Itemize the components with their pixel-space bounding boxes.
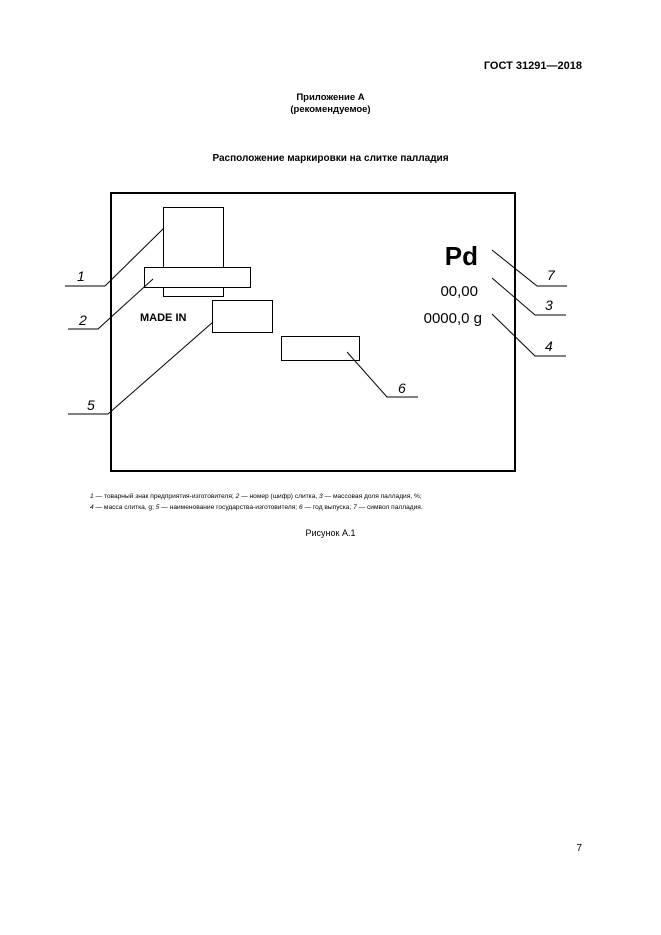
callout-6: 6 [398,380,406,396]
legend-number: 7 [353,504,357,511]
callout-7: 7 [547,267,555,283]
legend-line [90,491,590,502]
ingot-outline [111,193,515,471]
ingot-number-box [145,268,251,288]
standard-number: ГОСТ 31291—2018 [483,60,582,72]
figure-caption: Рисунок А.1 [305,528,356,538]
legend-text: — товарный знак предприятия-изготовителя; [93,493,236,500]
legend-text: — масса слитка, g; [93,504,156,511]
legend-number: 6 [298,504,303,511]
legend-number: 5 [155,504,160,511]
legend-text: — символ палладия. [356,504,423,511]
leader-line-4 [492,314,566,356]
legend-number: 3 [319,493,323,500]
appendix-note: (рекомендуемое) [290,104,371,115]
legend-text: — номер (шифр) слитка, [239,493,320,500]
palladium-symbol: Pd [444,241,478,271]
legend-line [90,502,590,513]
made-in-text: MADE IN [140,312,187,324]
callout-1: 1 [77,268,85,284]
appendix-title: Приложение А [296,92,365,103]
callout-2: 2 [79,312,87,328]
legend-text: — год выпуска; [302,504,354,511]
legend-text: — наименование государства-изготовителя; [159,504,299,511]
callout-5: 5 [87,397,95,413]
mass-text: 0000,0 g [423,310,482,327]
figure-title: Расположение маркировки на слитке палладия [212,153,449,164]
leader-line-7 [492,250,567,286]
year-box [282,337,360,361]
leader-line-3 [492,278,566,315]
legend-number: 4 [90,504,94,511]
legend-number: 2 [235,493,240,500]
figure-legend [90,491,590,513]
legend-number: 1 [90,493,94,500]
leader-line-6 [347,352,418,397]
legend-text: — массовая доля палладия, %; [322,493,422,500]
country-box [213,301,273,333]
page-number: 7 [576,843,582,854]
callout-3: 3 [545,297,553,313]
callout-4: 4 [545,338,553,354]
mass-fraction-text: 00,00 [440,283,478,300]
